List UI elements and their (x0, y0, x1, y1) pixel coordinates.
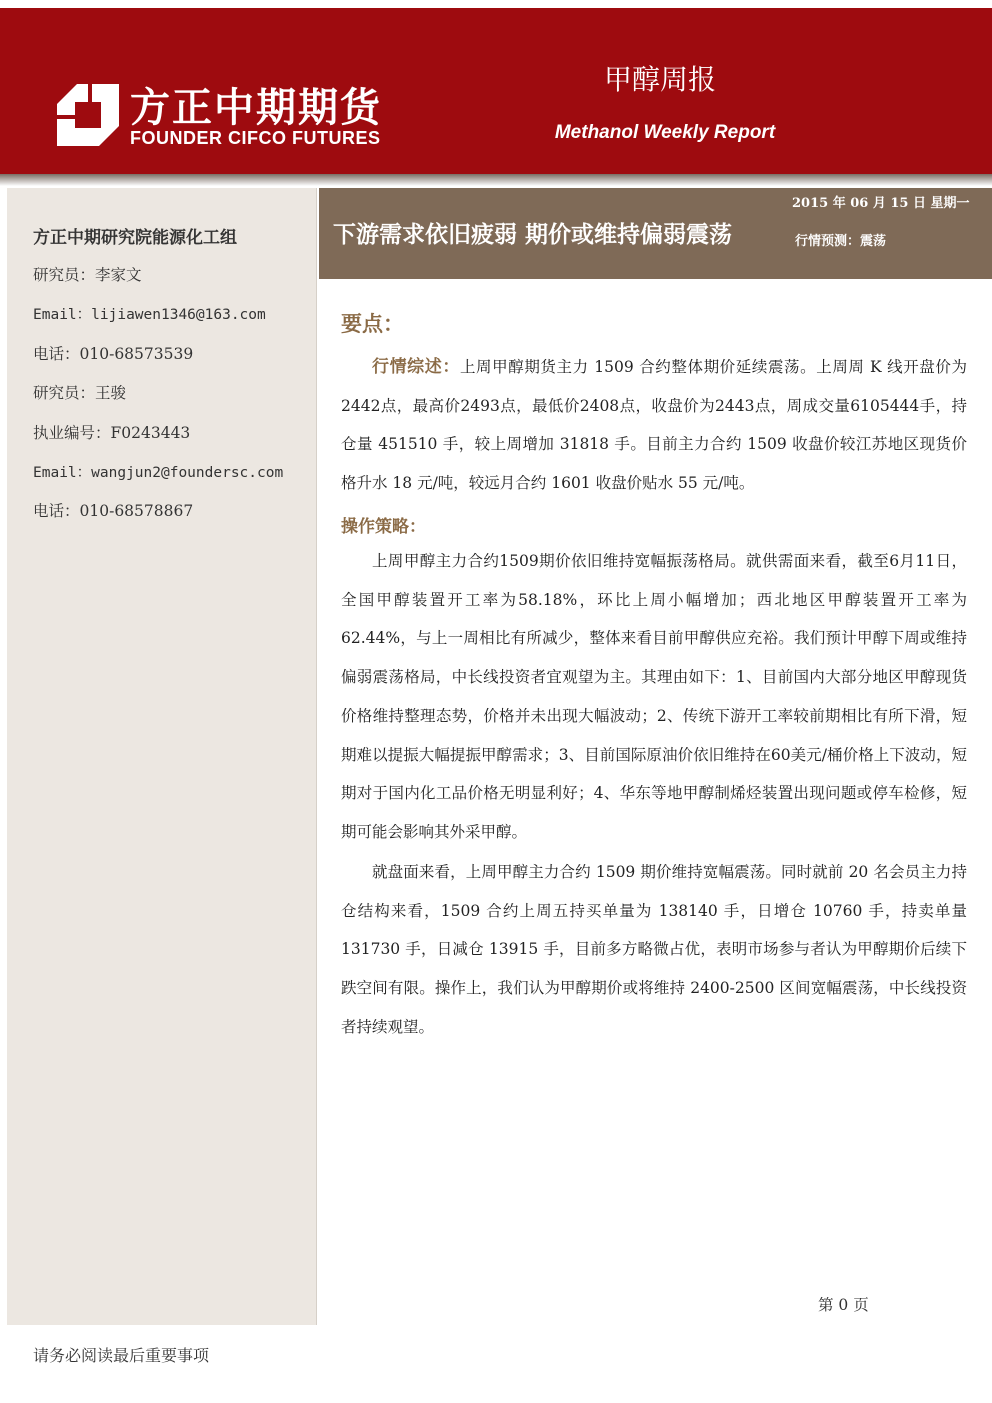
research-group: 方正中期研究院能源化工组 (33, 228, 237, 248)
report-title-en: Methanol Weekly Report (554, 122, 776, 143)
company-name-en: FOUNDER CIFCO FUTURES (130, 128, 381, 148)
banner-shadow (0, 174, 992, 186)
market-forecast: 行情预测：震荡 (795, 234, 887, 249)
strategy-paragraph-2: 就盘面来看，上周甲醇主力合约 1509 期价维持宽幅震荡。同时就前 20 名会员主力持仓结构来看，1509 合约上周五持买单量为 138140 手，日增仓 10760 手，持卖单量 131730 手，日减仓 13915 手，目前多方略微占优，表明市场参与者认为甲醇期价后续下跌空间有限。操作上，我们认为甲醇期价或将维持 2400-2500 区间宽幅震荡，中长线投资者持续观望。 (341, 863, 967, 1036)
researcher-2: 研究员：王骏 (33, 384, 127, 402)
report-date: 2015 年 06 月 15 日 星期一 (792, 196, 970, 211)
page-number: 第 0 页 (818, 1296, 869, 1314)
researcher-1-phone: 电话：010-68573539 (33, 345, 194, 363)
researcher-2-license: 执业编号：F0243443 (33, 424, 191, 442)
headline: 下游需求依旧疲弱 期价或维持偏弱震荡 (333, 222, 733, 248)
researcher-2-email: Email：wangjun2@foundersc.com (33, 465, 284, 481)
strategy-paragraph-1: 上周甲醇主力合约1509期价依旧维持宽幅振荡格局。就供需面来看，截至6月11日，全国甲醇装置开工率为58.18%，环比上周小幅增加；西北地区甲醇装置开工率为62.44%，与上一周相比有所减少，整体来看目前甲醇供应充裕。我们预计甲醇下周或维持偏弱震荡格局，中长线投资者宜观望为主。其理由如下：1、目前国内大部分地区甲醇现货价格维持整理态势，价格并未出现大幅波动；2、传统下游开工率较前期相比有所下滑，短期难以提振大幅提振甲醇需求；3、目前国际原油价依旧维持在60美元/桶价格上下波动，短期对于国内化工品价格无明显利好；4、华东等地甲醇制烯烃装置出现问题或停车检修，短期可能会影响其外采甲醇。 (341, 552, 967, 841)
summary-text: 上周甲醇期货主力 1509 合约整体期价延续震荡。上周周 K 线开盘价为2442点，最高价2493点，最低价2408点，收盘价为2443点，周成交量6105444手，持仓量 451510 手，较上周增加 31818 手。目前主力合约 1509 收盘价较江苏地区现货价格升水 18 元/吨，较远月合约 1601 收盘价贴水 55 元/吨。 (341, 358, 967, 493)
company-name-cn: 方正中期期货 (130, 85, 382, 131)
researcher-1-email: Email：lijiawen1346@163.com (33, 307, 266, 323)
founder-logo-icon (55, 82, 121, 148)
researcher-1: 研究员：李家文 (33, 266, 142, 284)
section-title: 要点： (341, 312, 404, 336)
researcher-2-phone: 电话：010-68578867 (33, 502, 194, 520)
report-title-cn: 甲醇周报 (603, 63, 716, 96)
market-summary-paragraph (341, 348, 967, 503)
strategy-label: 操作策略： (341, 517, 426, 537)
disclaimer-note: 请务必阅读最后重要事项 (33, 1346, 210, 1365)
summary-label: 行情综述： (372, 357, 460, 377)
